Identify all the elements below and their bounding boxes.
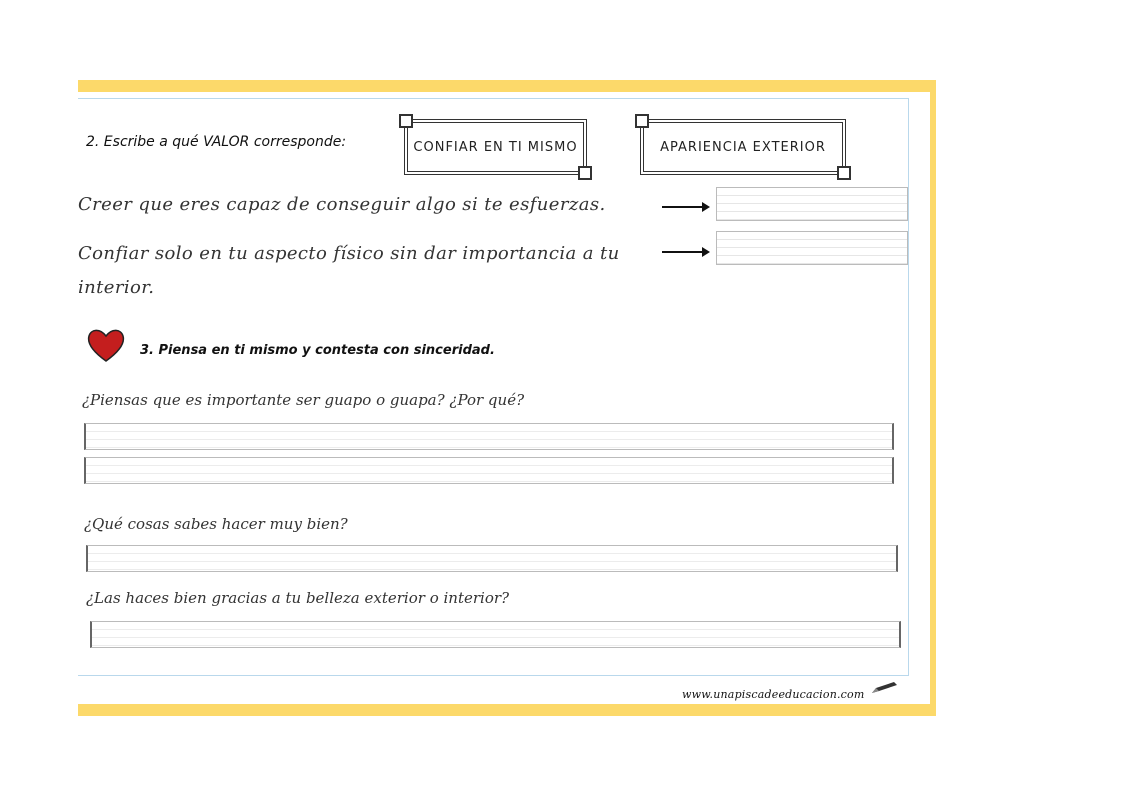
worksheet-border [78,98,909,701]
answer-line-1a[interactable] [84,423,894,450]
question-3: ¿Las haces bien gracias a tu belleza exterior o interior? [86,589,510,607]
value-option-apariencia[interactable] [640,119,846,175]
answer-box-1[interactable] [716,187,908,221]
worksheet-frame [78,80,936,716]
question-1: ¿Piensas que es importante ser guapo o guapa? ¿Por qué? [82,391,525,409]
arrow-icon [662,251,708,253]
statement-2: Confiar solo en tu aspecto físico sin dar importancia a tu interior. [78,243,620,298]
worksheet-page [78,92,930,704]
value-option-label: CONFIAR EN TI MISMO [413,139,578,155]
section-3-heading: 3. Piensa en ti mismo y contesta con sinceridad. [140,343,495,358]
statement-1: Creer que eres capaz de conseguir algo si te esfuerzas. [78,194,606,215]
value-option-label: APARIENCIA EXTERIOR [660,139,826,155]
pencil-icon [870,681,898,695]
heart-icon [86,325,126,365]
answer-line-2[interactable] [86,545,898,572]
section-2-heading: 2. Escribe a qué VALOR corresponde: [86,134,347,150]
answer-line-1b[interactable] [84,457,894,484]
question-2: ¿Qué cosas sabes hacer muy bien? [84,515,348,533]
arrow-icon [662,206,708,208]
website-credit: www.unapiscadeeducacion.com [682,688,865,701]
value-option-confiar[interactable] [404,119,587,175]
answer-line-3[interactable] [90,621,901,648]
answer-box-2[interactable] [716,231,908,265]
